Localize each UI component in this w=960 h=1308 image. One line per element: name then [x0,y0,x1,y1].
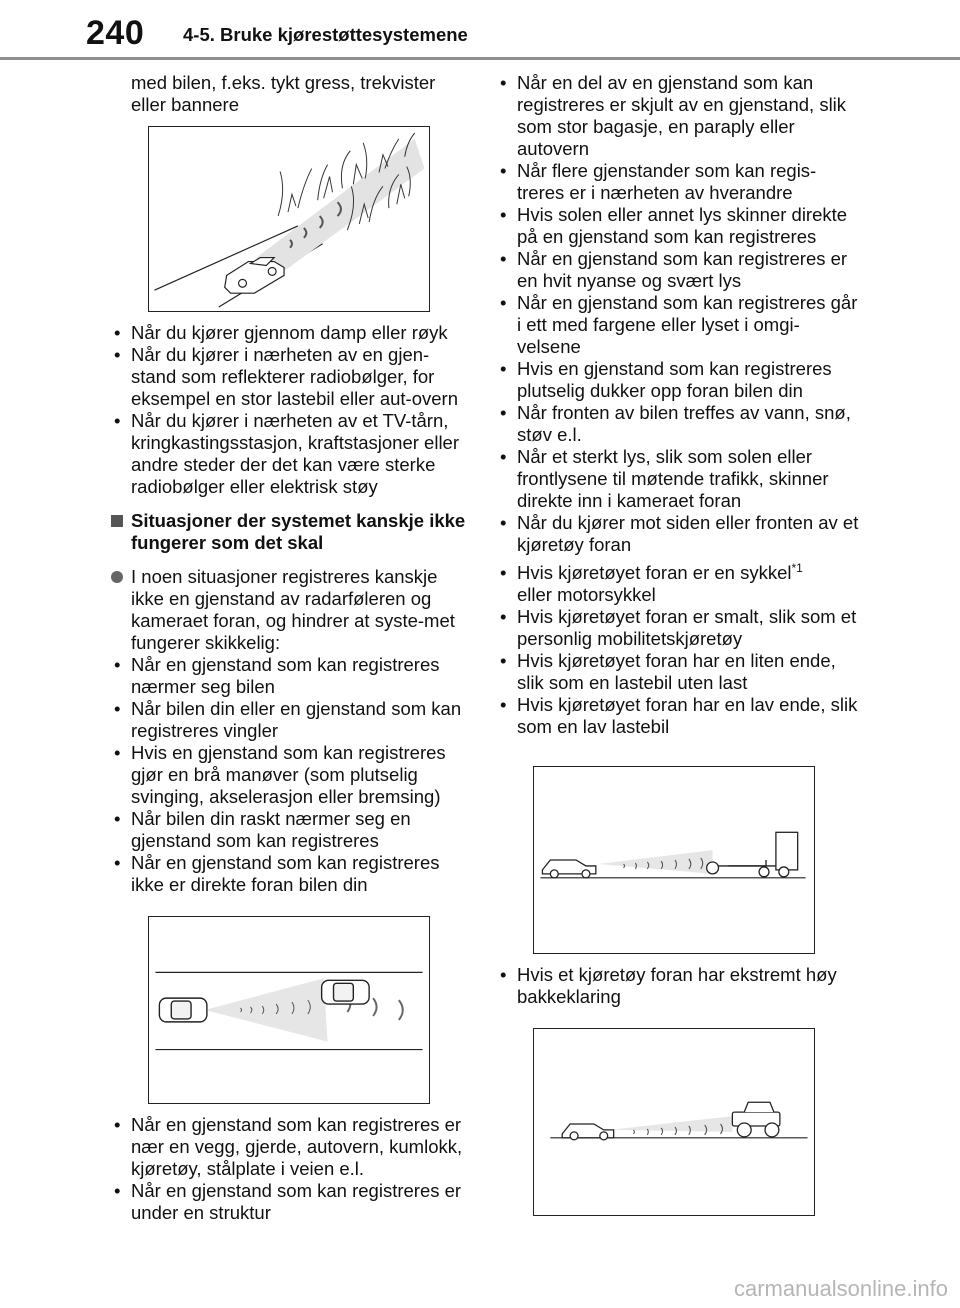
sykkel-rest-text: eller motorsykkel [517,584,656,605]
list-item: • Når en gjenstand som kan registreres er nær en vegg, gjerde, autovern, kumlokk, kjøretøy, stålplate i veien e.l. [111,1114,466,1180]
header-rule [0,57,960,60]
list-item: • Hvis kjøretøyet foran har en lav ende, slik som en lav lastebil [497,694,862,738]
intro-text: med bilen, f.eks. tykt gress, trekvister eller bannere [131,72,436,115]
circle-bullet-icon [111,571,123,583]
grass-illustration-svg [149,127,429,311]
watermark: carmanualsonline.info [733,1276,948,1301]
list-item: • Når en gjenstand som kan registreres går i ett med fargene eller lyset i omgi-velsene [497,292,862,358]
list-item: • Når flere gjenstander som kan regis-treres er i nærheten av hverandre [497,160,862,204]
list-item: • Når du kjører gjennom damp eller røyk [111,322,466,344]
note-text: I noen situasjoner registreres kanskje ikke en gjenstand av radarføleren og kameraet foran, og hindrer at syste-met fungerer skikkelig: [131,566,455,653]
list-item: • Når du kjører i nærheten av en gjen-stand som reflekterer radiobølger, for eksempel en stor lastebil eller aut-overn [111,344,466,410]
list-item: • Når bilen din raskt nærmer seg en gjenstand som kan registreres [111,808,466,852]
right-column [497,72,862,1216]
bullet-list-a [111,322,466,498]
sykkel-text: Hvis kjøretøyet foran er en sykkel [517,562,792,583]
figure-truck-illustration [533,766,815,954]
bullet-list-right-c [497,964,862,1008]
subsection-heading [111,510,466,554]
subsection-heading-text: Situasjoner der systemet kanskje ikke fungerer som det skal [131,510,466,553]
list-item: • Når en gjenstand som kan registreres er under en struktur [111,1180,466,1224]
high-clearance-illustration-svg [534,1029,814,1215]
truck-illustration-svg [534,767,814,953]
bullet-list-b [111,654,466,896]
list-item: • Når fronten av bilen treffes av vann, snø, støv e.l. [497,402,862,446]
figure-offset-vehicle-illustration [148,916,430,1104]
page-number: 240 [86,14,145,52]
list-item: • Når du kjører mot siden eller fronten av et kjøretøy foran [497,512,862,556]
list-item: • Når en gjenstand som kan registreres ikke er direkte foran bilen din [111,852,466,896]
list-item: • Hvis kjøretøyet foran er smalt, slik som et personlig mobilitetskjøretøy [497,606,862,650]
bullet-list-right-a [497,72,862,738]
left-column [111,72,466,1224]
list-item: • Hvis et kjøretøy foran har ekstremt høy bakkeklaring [497,964,862,1008]
list-item: • Hvis kjøretøyet foran har en liten ende, slik som en lastebil uten last [497,650,862,694]
footnote-ref: *1 [791,560,803,575]
section-title: 4-5. Bruke kjørestøttesystemene [183,24,468,45]
list-item: • Når du kjører i nærheten av et TV-tårn, kringkastingsstasjon, kraftstasjoner eller andre steder der det kan være sterke radiobølger eller elektrisk støy [111,410,466,498]
list-item: • Hvis solen eller annet lys skinner direkte på en gjenstand som kan registreres [497,204,862,248]
list-item: • Når bilen din eller en gjenstand som kan registreres vingler [111,698,466,742]
note-paragraph [111,566,466,654]
figure-high-clearance-illustration [533,1028,815,1216]
list-item: • Når et sterkt lys, slik som solen eller frontlysene til møtende trafikk, skinner direkte inn i kameraet foran [497,446,862,512]
figure-grass-illustration [148,126,430,312]
list-item: • Når en del av en gjenstand som kan registreres er skjult av en gjenstand, slik som stor bagasje, en paraply eller autovern [497,72,862,160]
list-item: • Hvis en gjenstand som kan registreres plutselig dukker opp foran bilen din [497,358,862,402]
offset-vehicle-illustration-svg [149,917,429,1103]
bullet-list-c [111,1114,466,1224]
list-item: • Hvis en gjenstand som kan registreres gjør en brå manøver (som plutselig svinging, akselerasjon eller bremsing) [111,742,466,808]
list-item: • Når en gjenstand som kan registreres er en hvit nyanse og svært lys [497,248,862,292]
list-item-sykkel [497,562,862,606]
square-bullet-icon [111,515,123,527]
list-item: • Når en gjenstand som kan registreres nærmer seg bilen [111,654,466,698]
